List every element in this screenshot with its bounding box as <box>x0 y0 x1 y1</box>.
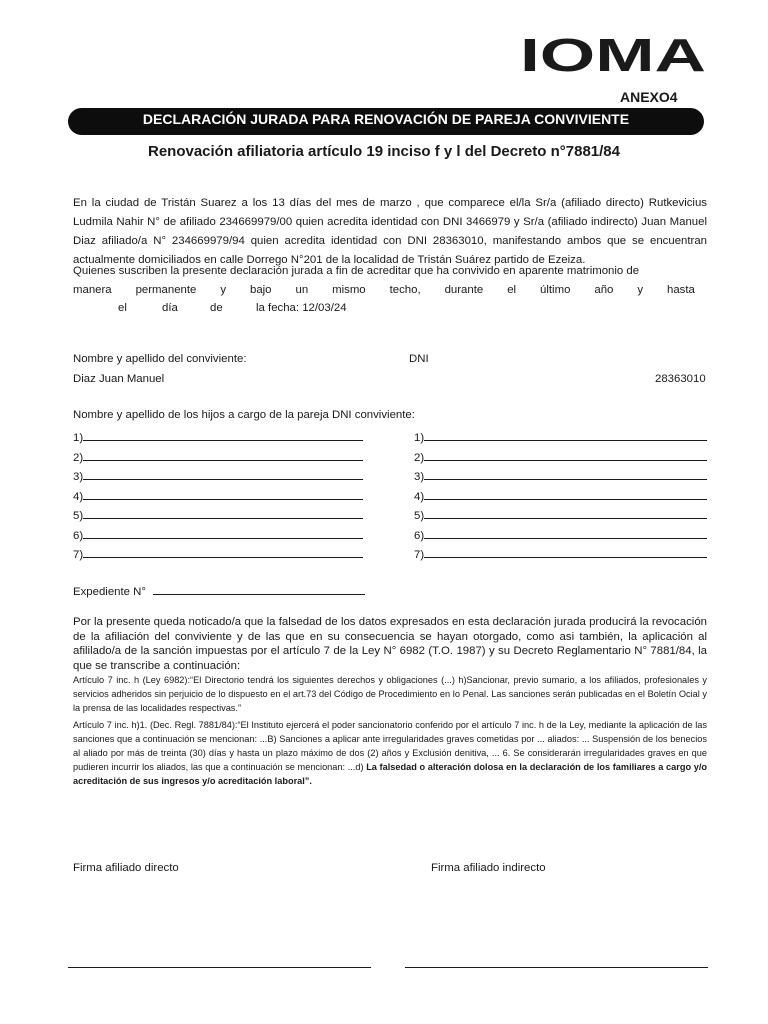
children-dni-list <box>414 429 714 566</box>
declaration-purpose: Quienes suscriben la presente declaración jurada a fin de acreditar que ha convivido en aparente matrimonio de <box>73 265 640 277</box>
child-name-row: 7) <box>73 546 373 566</box>
child-name-row: 2) <box>73 449 373 469</box>
word: el <box>118 302 127 314</box>
article-7-decree <box>73 718 707 788</box>
word: el <box>507 284 517 296</box>
signature-direct-line <box>68 967 371 968</box>
word: durante <box>444 284 484 296</box>
ioma-logo <box>520 34 706 74</box>
article-7-law: Artículo 7 inc. h (Ley 6982):“El Directorio tendrá los siguientes derechos y obligaciones (...) h)Sancionar, previo sumario, a los afiliados, profesionales y servicios adheridos sin perjuicio de lo dispuesto en el art.73 del Código de Procedimiento en lo Penal. Las sanciones serán publicadas en el Boletín Ocial y la prensa de las localidades respectivas.” <box>73 675 707 713</box>
child-dni-row: 3) <box>414 468 714 488</box>
word: permanente <box>135 284 197 296</box>
annex-label: ANEXO4 <box>620 89 678 105</box>
word: año <box>594 284 614 296</box>
article-7-decree-text: Artículo 7 inc. h)1. (Dec. Regl. 7881/84):“El Instituto ejercerá el poder sancionatorio conferido por el artículo 7 inc. h de la Ley, mediante la aplicación de las sanciones que a continuación se mencionan: ...B) Sanciones a aplicar ante irregularidades graves cometidas por ... aliados: ... Suspensión de los benecios al aliado por más de treinta (30) días y hasta un plazo máximo de dos (2) años y Exclusión denitiva, ... 6. Se considerarán irregularidades graves en que pudieren incurrir los aliados, las que a continuación se mencionan: ...d) <box>73 720 707 772</box>
child-name-row: 6) <box>73 527 373 547</box>
conviviente-name-value: Diaz Juan Manuel <box>73 373 165 385</box>
word: techo, <box>389 284 421 296</box>
document-title: DECLARACIÓN JURADA PARA RENOVACIÓN DE PAREJA CONVIVIENTE <box>142 111 630 127</box>
word: último <box>540 284 571 296</box>
child-dni-row: 7) <box>414 546 714 566</box>
logo-text: IOMA <box>520 34 706 74</box>
child-dni-row: 5) <box>414 507 714 527</box>
word: hasta <box>666 284 695 296</box>
child-dni-row: 4) <box>414 488 714 508</box>
child-dni-row: 1) <box>414 429 714 449</box>
child-name-row: 5) <box>73 507 373 527</box>
conviviente-name-label: Nombre y apellido del conviviente: <box>73 353 247 365</box>
declaration-paragraph: En la ciudad de Tristán Suarez a los 13 días del mes de marzo , que comparece el/la Sr/a (afiliado directo) Rutkevicius Ludmila Nahir N° de afiliado 234669979/00 quien acredita identidad con DNI 3466979 y Sr/a (afiliado indirecto) Juan Manuel Diaz afiliado/a N° 234669979/94 quien acredita identidad con DNI 28363010, manifestando ambos que se encuentran actualmente domiciliados en calle Dorrego N°201 de la localidad de Tristán Suárez partido de Ezeiza. <box>73 197 707 266</box>
document-subtitle: Renovación afiliatoria artículo 19 inciso f y l del Decreto n°7881/84 <box>147 143 620 160</box>
children-name-list <box>73 429 373 566</box>
expediente-field <box>73 583 365 598</box>
word: manera <box>73 284 112 296</box>
conviviente-dni-label: DNI <box>409 353 429 365</box>
word: bajo <box>249 284 272 296</box>
word: de <box>210 302 223 314</box>
declaration-date: la fecha: 12/03/24 <box>256 302 347 314</box>
word: y <box>637 284 644 296</box>
signature-indirect-line <box>405 967 708 968</box>
legal-notice: Por la presente queda noticado/a que la falsedad de los datos expresados en esta declaración jurada producirá la revocación de la afiliación del conviviente y de las que en su consecuencia se hayan otorgado, como asi también, la aplicación al afililado/a de la sanción impuestas por el artículo 7 de la Ley N° 6982 (T.O. 1987) y su Decreto Reglamentario N° 7881/84, la que se transcribe a continuación: <box>73 616 707 672</box>
child-dni-row: 6) <box>414 527 714 547</box>
signature-direct-label: Firma afiliado directo <box>73 862 179 874</box>
signature-indirect-label: Firma afiliado indirecto <box>431 862 546 874</box>
children-header: Nombre y apellido de los hijos a cargo de la pareja DNI conviviente: <box>73 409 415 421</box>
conviviente-dni-value: 28363010 <box>655 373 706 385</box>
expediente-label: Expediente N° <box>73 586 146 598</box>
child-name-row: 1) <box>73 429 373 449</box>
child-dni-row: 2) <box>414 449 714 469</box>
word: y <box>220 284 227 296</box>
child-name-row: 4) <box>73 488 373 508</box>
word: un <box>295 284 309 296</box>
word: día <box>162 302 178 314</box>
declaration-line-3 <box>73 284 695 296</box>
article-7-decree-highlight: La falsedad o alteración dolosa en la declaración de los familiares a cargo y/o acreditación de sus ingresos y/o acreditación laboral”. <box>73 762 707 786</box>
word: mismo <box>332 284 366 296</box>
child-name-row: 3) <box>73 468 373 488</box>
